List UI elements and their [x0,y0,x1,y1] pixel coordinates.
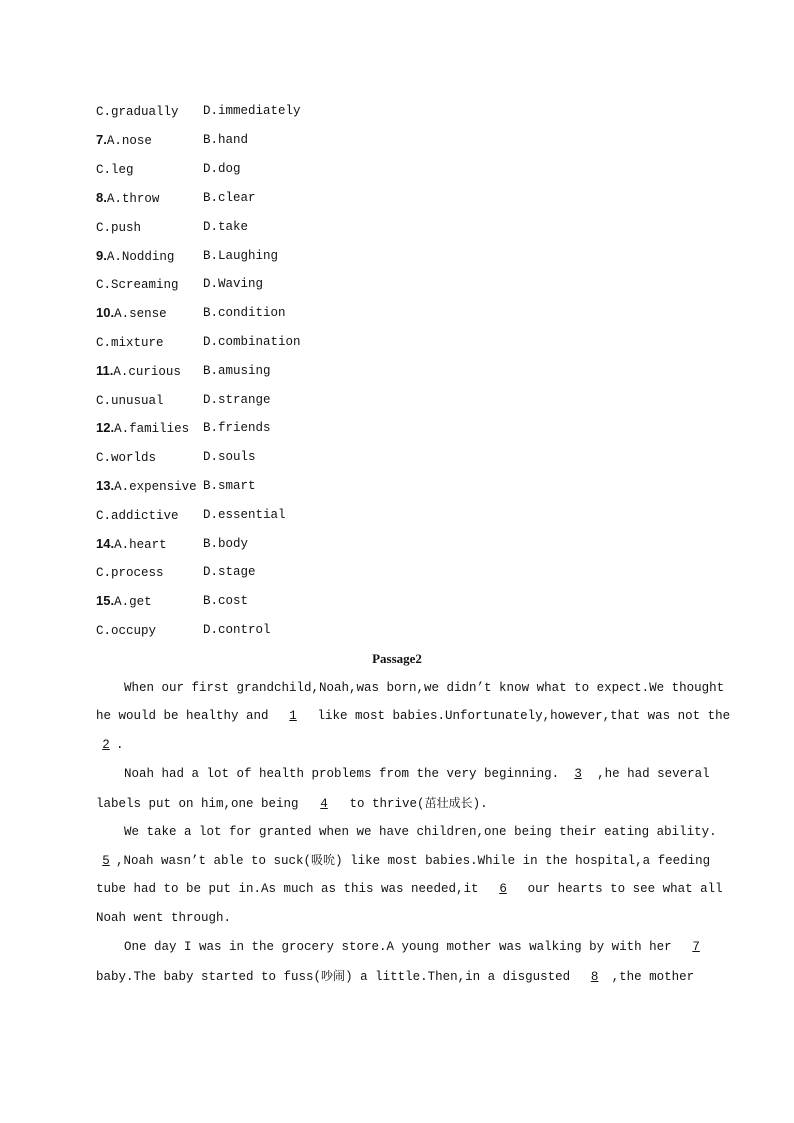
option-left: 12.A.families [96,420,190,436]
option-right: D.Waving [203,277,264,291]
option-right: D.souls [203,450,256,464]
option-right: D.combination [203,335,301,349]
option-left: 13.A.expensive [96,478,197,494]
blank-2: 2 [102,738,110,752]
option-left: C.addictive [96,509,179,523]
option-left: 9.A.Nodding [96,248,175,264]
option-right: B.friends [203,421,271,435]
option-left: C.push [96,221,142,235]
option-left: C.worlds [96,451,157,465]
option-left: C.Screaming [96,278,179,292]
passage-line: 5 ,Noah wasn’t able to suck(吸吮) like most babies.While in the hospital,a feeding [96,851,710,869]
passage-line: When our first grandchild,Noah,was born,we didn’t know what to expect.We thought [124,681,725,695]
passage-line: tube had to be put in.As much as this was needed,it 6 our hearts to see what all [96,882,723,896]
blank-5: 5 [102,854,110,868]
passage-line: baby.The baby started to fuss(吵闹) a little.Then,in a disgusted 8 ,the mother [96,969,695,984]
option-left: 7.A.nose [96,132,152,148]
option-right: D.essential [203,508,286,522]
passage-line: Noah went through. [96,911,232,925]
passage-line: he would be healthy and 1 like most babies.Unfortunately,however,that was not the [96,709,731,723]
option-left: 11.A.curious [96,363,181,379]
option-right: D.control [203,623,271,637]
option-left: C.occupy [96,624,157,638]
blank-1: 1 [289,709,297,723]
option-right: D.strange [203,393,271,407]
option-right: B.cost [203,594,249,608]
option-right: B.body [203,537,249,551]
blank-6: 6 [499,882,507,896]
option-left: 10.A.sense [96,305,167,321]
blank-4: 4 [320,797,328,811]
option-right: B.amusing [203,364,271,378]
option-right: B.clear [203,191,256,205]
option-right: B.smart [203,479,256,493]
passage-line: labels put on him,one being 4 to thrive(茁壮成长). [96,796,488,811]
blank-7: 7 [692,940,700,954]
blank-3: 3 [574,767,582,781]
passage-title: Passage2 [372,651,422,666]
option-left: 14.A.heart [96,536,167,552]
option-left: 8.A.throw [96,190,160,206]
passage-line: Noah had a lot of health problems from the very beginning. 3 ,he had several [124,767,710,781]
option-left: C.unusual [96,394,164,408]
option-right: D.take [203,220,249,234]
passage-line: 2 . [96,736,124,754]
option-left: C.leg [96,163,134,177]
option-right: B.condition [203,306,286,320]
option-left: 15.A.get [96,593,152,609]
option-left: C.process [96,566,164,580]
option-right: D.immediately [203,104,301,118]
passage-line: One day I was in the grocery store.A young mother was walking by with her 7 [124,938,713,956]
passage-line: We take a lot for granted when we have children,one being their eating ability. [124,825,717,839]
blank-8: 8 [590,970,599,984]
option-right: B.hand [203,133,249,147]
option-left: C.gradually [96,105,179,119]
option-left: C.mixture [96,336,164,350]
option-right: D.stage [203,565,256,579]
option-right: B.Laughing [203,249,279,263]
option-right: D.dog [203,162,241,176]
